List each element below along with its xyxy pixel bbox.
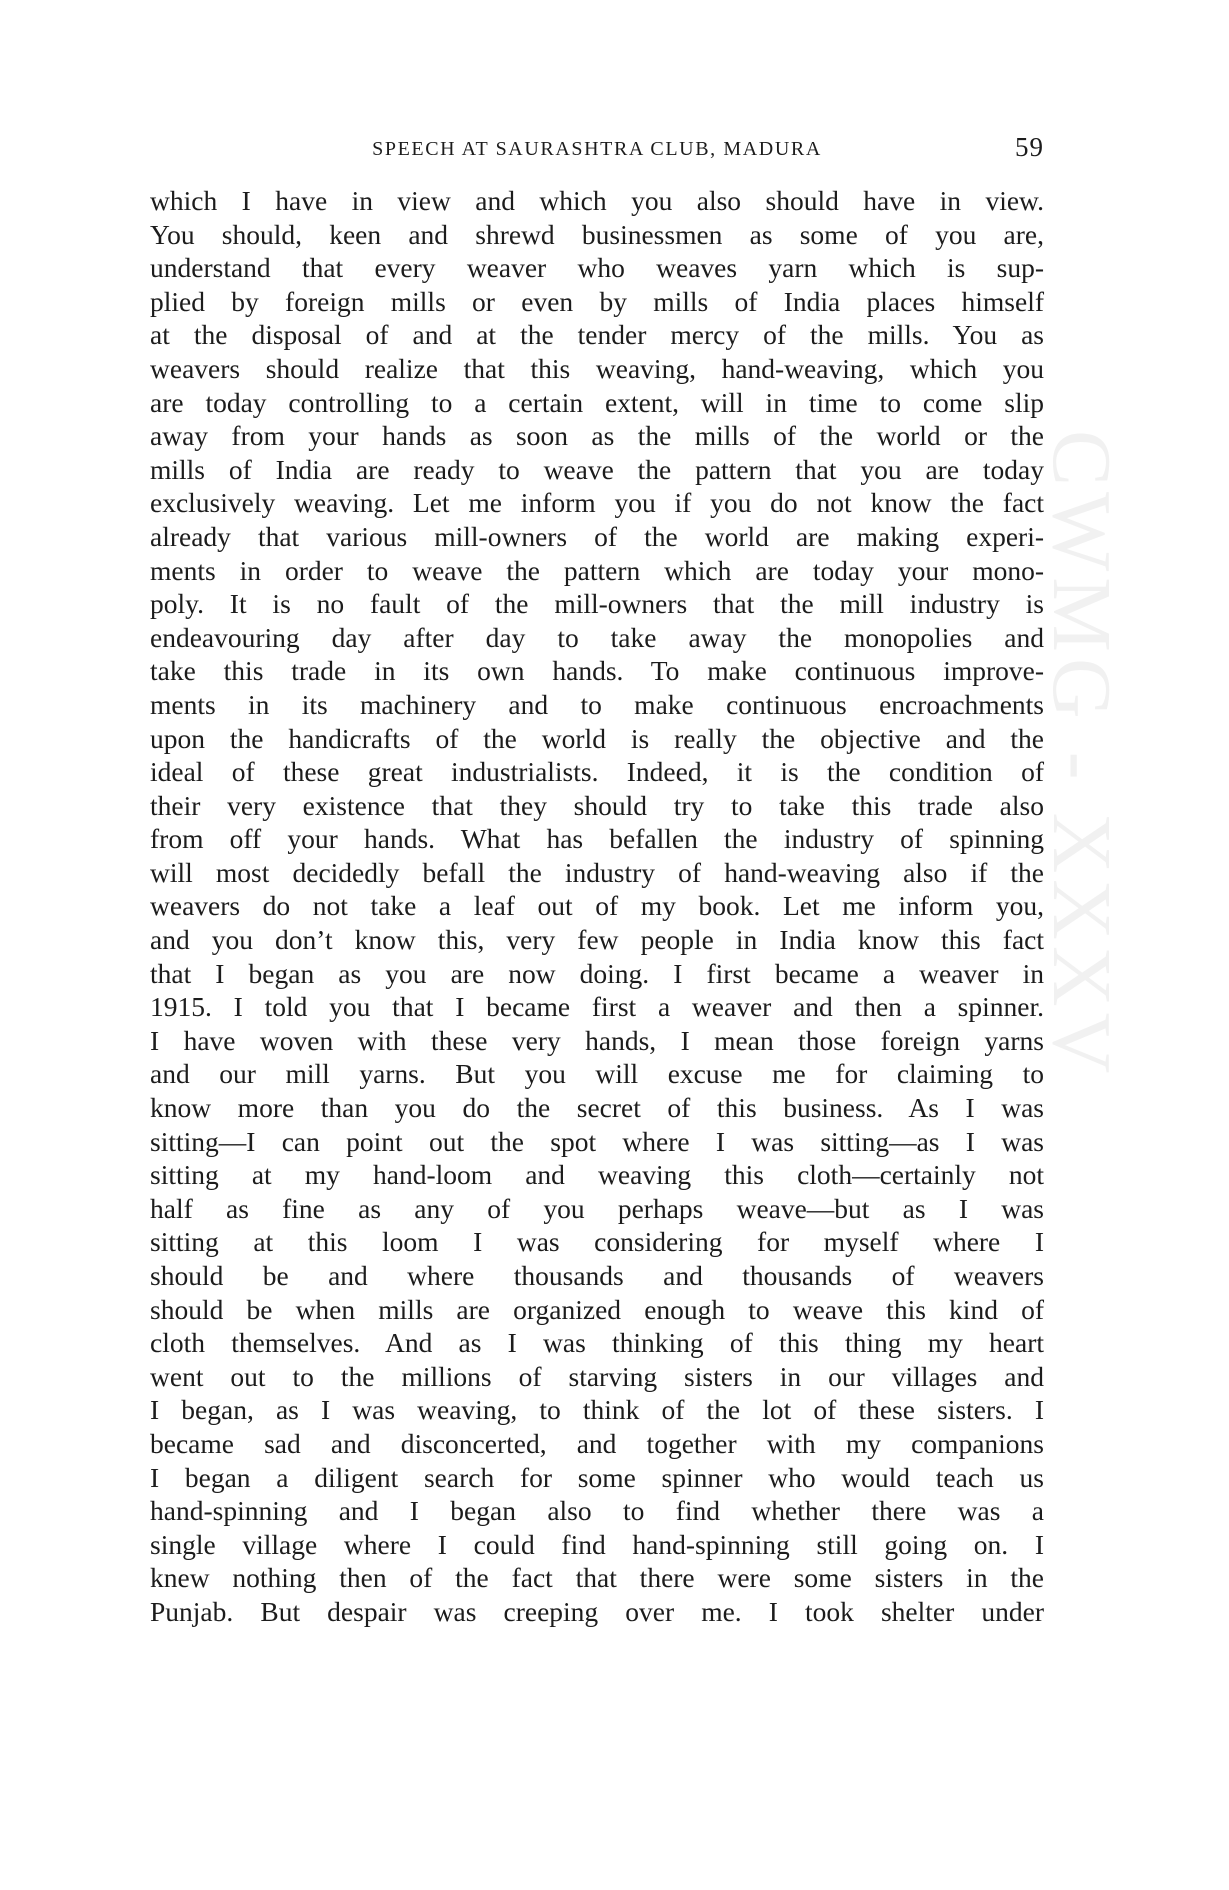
text-line: exclusively weaving. Let me inform you if you do not know the fact xyxy=(150,487,1044,519)
text-line: endeavouring day after day to take away the monopolies and xyxy=(150,621,1044,653)
text-line: know more than you do the secret of this business. As I was xyxy=(150,1092,1044,1124)
text-line: which I have in view and which you also should have in view. xyxy=(150,185,1044,216)
text-line: Punjab. But despair was creeping over me. I took shelter under xyxy=(150,1595,1044,1627)
page-number: 59 xyxy=(1015,132,1044,162)
text-line: went out to the millions of starving sisters in our villages and xyxy=(150,1360,1044,1392)
text-line: weavers do not take a leaf out of my book. Let me inform you, xyxy=(150,890,1044,922)
text-line: sitting—I can point out the spot where I was sitting—as I was xyxy=(150,1125,1044,1157)
text-line: weavers should realize that this weaving, hand-weaving, which you xyxy=(150,352,1044,384)
text-line: and you don’t know this, very few people in India know this fact xyxy=(150,924,1044,956)
text-line: sitting at my hand-loom and weaving this cloth—certainly not xyxy=(150,1159,1044,1191)
text-line: 1915. I told you that I became first a weaver and then a spinner. xyxy=(150,991,1044,1023)
text-line: should be when mills are organized enough to weave this kind of xyxy=(150,1293,1044,1325)
text-line: half as fine as any of you perhaps weave—but as I was xyxy=(150,1192,1044,1224)
text-line: sitting at this loom I was considering for myself where I xyxy=(150,1226,1044,1258)
text-line: and our mill yarns. But you will excuse me for claiming to xyxy=(150,1058,1044,1090)
text-line: ments in order to weave the pattern which are today your mono- xyxy=(150,554,1044,586)
text-line: I have woven with these very hands, I mean those foreign yarns xyxy=(150,1024,1044,1056)
running-head xyxy=(150,132,1044,172)
text-line: from off your hands. What has befallen the industry of spinning xyxy=(150,823,1044,855)
body-text xyxy=(150,184,1044,1629)
text-line: You should, keen and shrewd businessmen as some of you are, xyxy=(150,218,1044,250)
text-line: understand that every weaver who weaves yarn which is sup- xyxy=(150,252,1044,284)
text-line: ideal of these great industrialists. Indeed, it is the condition of xyxy=(150,756,1044,788)
text-line: became sad and disconcerted, and together with my companions xyxy=(150,1427,1044,1459)
text-line: at the disposal of and at the tender mercy of the mills. You as xyxy=(150,319,1044,351)
text-line: their very existence that they should try to take this trade also xyxy=(150,789,1044,821)
watermark-text: CWMG - XXXV xyxy=(1035,430,1128,1080)
text-line: already that various mill-owners of the world are making experi- xyxy=(150,520,1044,552)
text-line: single village where I could find hand-spinning still going on. I xyxy=(150,1528,1044,1560)
running-title: SPEECH AT SAURASHTRA CLUB, MADURA xyxy=(372,138,822,160)
text-line: are today controlling to a certain extent, will in time to come slip xyxy=(150,386,1044,418)
watermark xyxy=(1035,430,1130,1470)
text-line: should be and where thousands and thousands of weavers xyxy=(150,1260,1044,1291)
text-line: plied by foreign mills or even by mills of India places himself xyxy=(150,285,1044,317)
text-line: take this trade in its own hands. To make continuous improve- xyxy=(150,655,1044,687)
text-line: that I began as you are now doing. I first became a weaver in xyxy=(150,957,1044,989)
text-line: ments in its machinery and to make continuous encroachments xyxy=(150,688,1044,720)
text-line: knew nothing then of the fact that there were some sisters in the xyxy=(150,1562,1044,1594)
text-line: upon the handicrafts of the world is really the objective and the xyxy=(150,722,1044,754)
text-line: cloth themselves. And as I was thinking of this thing my heart xyxy=(150,1327,1044,1359)
text-line: away from your hands as soon as the mills of the world or the xyxy=(150,420,1044,452)
text-line: I began, as I was weaving, to think of the lot of these sisters. I xyxy=(150,1394,1044,1426)
text-line: poly. It is no fault of the mill-owners that the mill industry is xyxy=(150,588,1044,620)
text-line: will most decidedly befall the industry of hand-weaving also if the xyxy=(150,856,1044,888)
text-line: hand-spinning and I began also to find whether there was a xyxy=(150,1495,1044,1527)
text-line: I began a diligent search for some spinner who would teach us xyxy=(150,1461,1044,1493)
text-line: mills of India are ready to weave the pattern that you are today xyxy=(150,453,1044,485)
